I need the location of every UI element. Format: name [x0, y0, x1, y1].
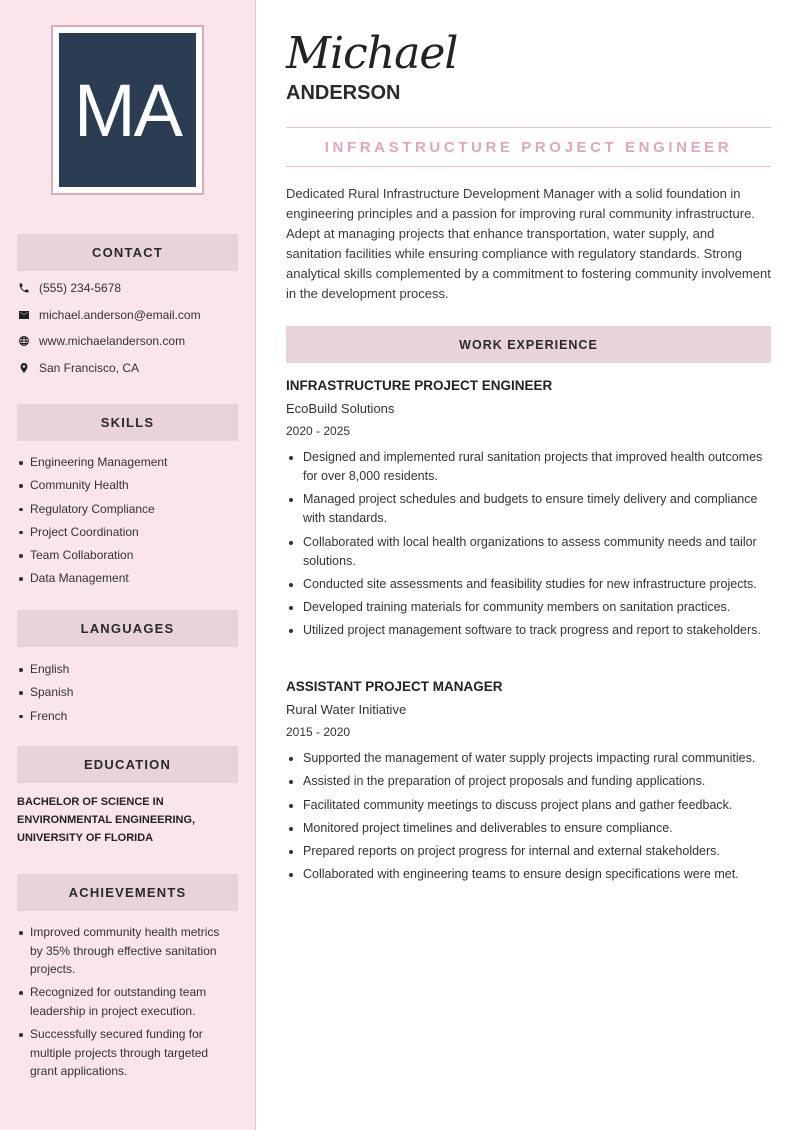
skill-item: Team Collaboration: [18, 546, 233, 565]
location-text: San Francisco, CA: [39, 361, 140, 375]
job-company: Rural Water Initiative: [286, 702, 407, 717]
job-bullet: Supported the management of water supply projects impacting rural communities.: [286, 749, 771, 768]
languages-heading: LANGUAGES: [17, 610, 238, 647]
work-experience-heading: WORK EXPERIENCE: [286, 326, 771, 363]
skill-item: Project Coordination: [18, 523, 233, 542]
job-bullet: Facilitated community meetings to discuss project plans and gather feedback.: [286, 796, 771, 815]
achievements-heading: ACHIEVEMENTS: [17, 874, 238, 911]
phone-text: (555) 234-5678: [39, 281, 122, 295]
globe-icon: [18, 335, 30, 347]
sidebar: [0, 0, 256, 1130]
job-company: EcoBuild Solutions: [286, 401, 395, 416]
job-bullet: Monitored project timelines and deliverables to ensure compliance.: [286, 819, 771, 838]
education-degree: BACHELOR OF SCIENCE IN ENVIRONMENTAL ENGINEERING, UNIVERSITY OF FLORIDA: [17, 796, 196, 844]
summary: Dedicated Rural Infrastructure Development Manager with a solid foundation in engineering principles and a passion for improving rural community infrastructure. Adept at managing projects that enhance transportation, water supply, and sanitation facilities while ensuring compliance with regulatory standards. Strong analytical skills complemented by a commitment to fostering community involvement in the development process.: [286, 186, 771, 301]
job-bullets: [286, 448, 771, 640]
job-title: INFRASTRUCTURE PROJECT ENGINEER: [286, 378, 553, 393]
skill-item: Data Management: [18, 569, 233, 588]
job-bullet: Collaborated with engineering teams to ensure design specifications were met.: [286, 865, 771, 884]
skill-item: Regulatory Compliance: [18, 500, 233, 519]
achievement-item: Improved community health metrics by 35% through effective sanitation projects.: [18, 923, 228, 979]
skill-item: Community Health: [18, 476, 233, 495]
location-pin-icon: [18, 362, 30, 374]
language-item: Spanish: [18, 683, 233, 702]
achievement-item: Recognized for outstanding team leadership in project execution.: [18, 983, 228, 1020]
achievements-list: [18, 923, 228, 1085]
job-dates: 2015 - 2020: [286, 725, 351, 739]
email-text[interactable]: michael.anderson@email.com: [39, 308, 201, 322]
job-bullet: Developed training materials for community members on sanitation practices.: [286, 598, 771, 617]
job-bullet: Prepared reports on project progress for internal and external stakeholders.: [286, 842, 771, 861]
phone-icon: [18, 282, 30, 294]
monogram: MA: [59, 33, 196, 187]
job-entry: [286, 679, 771, 889]
last-name: ANDERSON: [286, 82, 401, 104]
job-bullet: Managed project schedules and budgets to ensure timely delivery and compliance with standards.: [286, 490, 771, 528]
skill-item: Engineering Management: [18, 453, 233, 472]
contact-heading: CONTACT: [17, 234, 238, 271]
education-heading: EDUCATION: [17, 746, 238, 783]
first-name: Michael: [286, 28, 458, 79]
job-bullet: Designed and implemented rural sanitation projects that improved health outcomes for over 8,000 residents.: [286, 448, 771, 486]
job-bullet: Collaborated with local health organizations to assess community needs and tailor solutions.: [286, 533, 771, 571]
job-title: ASSISTANT PROJECT MANAGER: [286, 679, 503, 694]
contact-phone: [18, 281, 121, 295]
language-item: English: [18, 660, 233, 679]
monogram-frame: [51, 25, 204, 195]
job-bullets: [286, 749, 771, 884]
job-bullet: Assisted in the preparation of project proposals and funding applications.: [286, 772, 771, 791]
skills-heading: SKILLS: [17, 404, 238, 441]
job-bullet: Utilized project management software to track progress and report to stakeholders.: [286, 621, 771, 640]
job-entry: [286, 378, 771, 645]
job-title-banner: INFRASTRUCTURE PROJECT ENGINEER: [286, 127, 771, 167]
language-item: French: [18, 707, 233, 726]
contact-email: [18, 308, 201, 322]
contact-location: [18, 361, 139, 375]
contact-website: [18, 334, 185, 348]
job-dates: 2020 - 2025: [286, 424, 351, 438]
mail-icon: [18, 309, 30, 321]
website-text[interactable]: www.michaelanderson.com: [39, 334, 186, 348]
job-bullet: Conducted site assessments and feasibility studies for new infrastructure projects.: [286, 575, 771, 594]
languages-list: [18, 660, 233, 730]
skills-list: [18, 453, 233, 593]
achievement-item: Successfully secured funding for multiple projects through targeted grant applications.: [18, 1025, 228, 1081]
